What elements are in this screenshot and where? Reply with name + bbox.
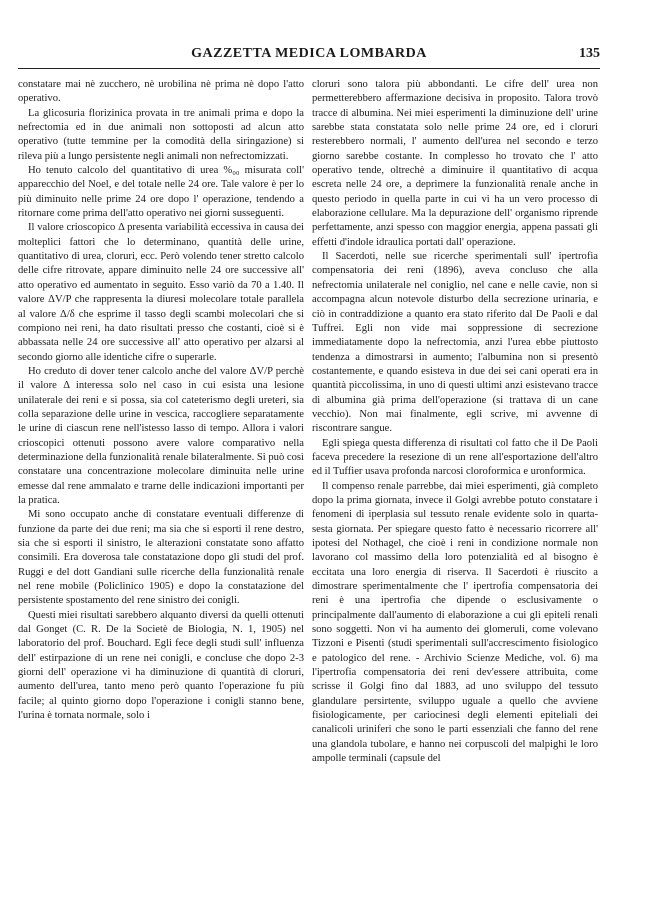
paragraph: Il Sacerdoti, nelle sue ricerche sperimentali sull' ipertrofia compensatoria dei reni (1896), aveva concluso che alla nefrectomia unilaterale nel coniglio, nel cane e nelle cavie, non si accompagna alcun notevole disturbo della secrezione urinaria, e ciò in contraddizione a quanto era stato riferito dal De Paoli e dal Tuffrei. Egli non vide mai soppressione di secrezione immediatamente dopo la nefrectomia, anzi l'urea ebbe piuttosto tendenza a dimostrarsi in aumento; l'albumina non si presentò costantemente, e quando esisteva in due dei sei cani operati era in quantità piccolissima, in uno di questi ultimi anzi esistevano tracce di albumina già prima dell'operazione (si trattava di un cane vecchio). Non mai finalmente, egli scrive, mi avvenne di riscontrare sangue. <box>312 251 598 435</box>
running-header <box>18 46 600 68</box>
paragraph: cloruri sono talora più abbondanti. Le cifre dell' urea non permetterebbero affermazione decisiva in proposito. Talora trovò tracce di albumina. Nei miei esperimenti la diminuzione dell' urine sarebbe stata constatata solo nelle prime 24 ore, ed i cloruri resterebbero normali, l' aumento dell'urea nel secondo e terzo giorno sarebbe costante. In complesso ho trovato che l' atto operativo tende, oltrechè a diminuire il quantitativo di acqua escreta nelle 24 ore, a deprimere la funzionalità renale anche in questo periodo in quella parte in cui vi ha un vero processo di elaborazione cellulare. Ma la depurazione dell' organismo riprende perfettamente, anzi spesso con maggior energia, appena passati gli effetti d'indole idraulica portati dall' operazione. <box>312 79 598 248</box>
paragraph: Ho tenuto calcolo del quantitativo di urea %₀₀ misurata coll' apparecchio del Noel, e del totale nelle 24 ore. Tale valore è per lo più diminuito nelle prime 24 ore dopo l' operazione, tendendo a ritornare come prima dell'atto operativo nei giorni susseguenti. <box>18 165 304 220</box>
right-column <box>312 78 598 767</box>
paragraph: Questi miei risultati sarebbero alquanto diversi da quelli ottenuti dal Gonget (C. R. De la Societè de Biologia, N. 1, 1905) nel laboratorio del prof. Bouchard. Egli fece degli studi sull' influenza dell' estirpazione di un rene nei conigli, e concluse che dopo 2-3 giorni dell' operazione vi ha diminuzione di quantità di cloruri, aumento dell'urea, tanto meno però quanto l'operazione fu più facile; al quinto giorno dopo l'operazione i conigli stanno bene, l'urina è tornata normale, solo i <box>18 609 304 722</box>
paragraph: Il compenso renale parrebbe, dai miei esperimenti, già completo dopo la prima giornata, invece il Golgi avrebbe potuto constatare i fenomeni di iperplasia sul tessuto renale evidente solo in quarta-sesta giornata. Per spiegare questo fatto è necessario ricorrere all' ipotesi del Nothagel, che cioè i reni in condizione normale non lavorano col massimo della loro potenzialità ed al bisogno è eccitata una loro energia di riserva. Il Sacerdoti è riuscito a dimostrare sperimentalmente che l' ipertrofia compensatoria dei reni è una ipertrofia che dipende o esclusivamente o principalmente dall'aumento di elaborazione a cui gli epiteli renali sono soggetti. Non vi ha aumento dei glomeruli, come volevano Tizzoni e Pisenti (studi sperimentali sull'accrescimento fisiologico e patologico del rene. - Archivio Scienze Mediche, vol. 6) ma l'ipertrofia compensatoria dei reni dev'essere attribuita, come scrisse il Golgi fino dal 1883, ad uno sviluppo del tessuto glandulare persirtente, sviluppo uguale a quello che avviene fisiologicamente, per cariocinesi degli elementi epiteliali dei canalicoli uriniferi che sono le parti essenziali che fanno del rene una glandola tubolare, e hanno nei corpuscoli del malpighi le loro ampolle terminali (capsule del <box>312 480 598 765</box>
paragraph: constatare mai nè zucchero, nè urobilina nè prima nè dopo l'atto operativo. <box>18 79 304 105</box>
paragraph: Ho creduto di dover tener calcolo anche del valore ΔV/P perchè il valore Δ interessa solo nel caso in cui esista una lesione unilaterale dei reni e si possa, sia col cateterismo degli ureteri, sia colla separazione delle urine in vescica, raccogliere separatamente le urine di ciascun rene nell'istesso lasso di tempo. Allora i valori crioscopici ottenuti possono avere valore comparativo nella determinazione della funzionalità renale bilateralmente. Si può così constatare una concentrazione molecolare diminuita nelle urine emesse dal rene ammalato e trarne delle indicazioni importanti per la pratica. <box>18 365 304 506</box>
paragraph: Egli spiega questa differenza di risultati col fatto che il De Paoli faceva precedere la resezione di un rene all'esportazione dell'altro ed il Tuffier usava profonda narcosi cloroformica e uronformica. <box>312 437 598 478</box>
paragraph: Mi sono occupato anche di constatare eventuali differenze di funzione da parte dei due reni; ma sia che si esporti il rene destro, sia che si esporti il sinistro, le alterazioni constatate sono affatto consimili. Era doverosa tale constatazione dopo gli studi del prof. Ruggi e del dott Gandiani sulle ricerche della funzionalità renale nel rene mobile (Policlinico 1905) e dopo la constatazione del persistente spostamento del rene sinistro dei conigli. <box>18 509 304 607</box>
header-rule <box>18 68 600 69</box>
paragraph: La glicosuria florizinica provata in tre animali prima e dopo la nefrectomia ed in due animali non sottoposti ad alcun atto operativo (tutte temmine per la comodità della siringazione) si rileva più a lungo persistente negli animali non nefrectomizzati. <box>18 107 304 162</box>
journal-title: GAZZETTA MEDICA LOMBARDA <box>191 46 427 61</box>
paragraph: Il valore crioscopico Δ presenta variabilità eccessiva in causa dei molteplici fattori che lo determinano, quantità delle urine, quantitativo di urea, cloruri, ecc. Però volendo tener stretto calcolo delle cifre ritrovate, appare diminuito nelle 24 ore successive all' atto operativo ed aumentato in seguito. Esso variò da 70 a 1.40. Il valore ΔV/P che rappresenta la diuresi molecolare totale parallela al valore Δ/δ che esprime il tasso degli scambi molecolari che si compiono nei reni, ha dato risultati presso che costanti, cioè si è abbassata nelle 24 ore successive all' atto operativo per alzarsi al secondo giorno alle identiche cifre o superarle. <box>18 222 304 363</box>
page-number: 135 <box>579 46 600 61</box>
left-column <box>18 78 304 723</box>
